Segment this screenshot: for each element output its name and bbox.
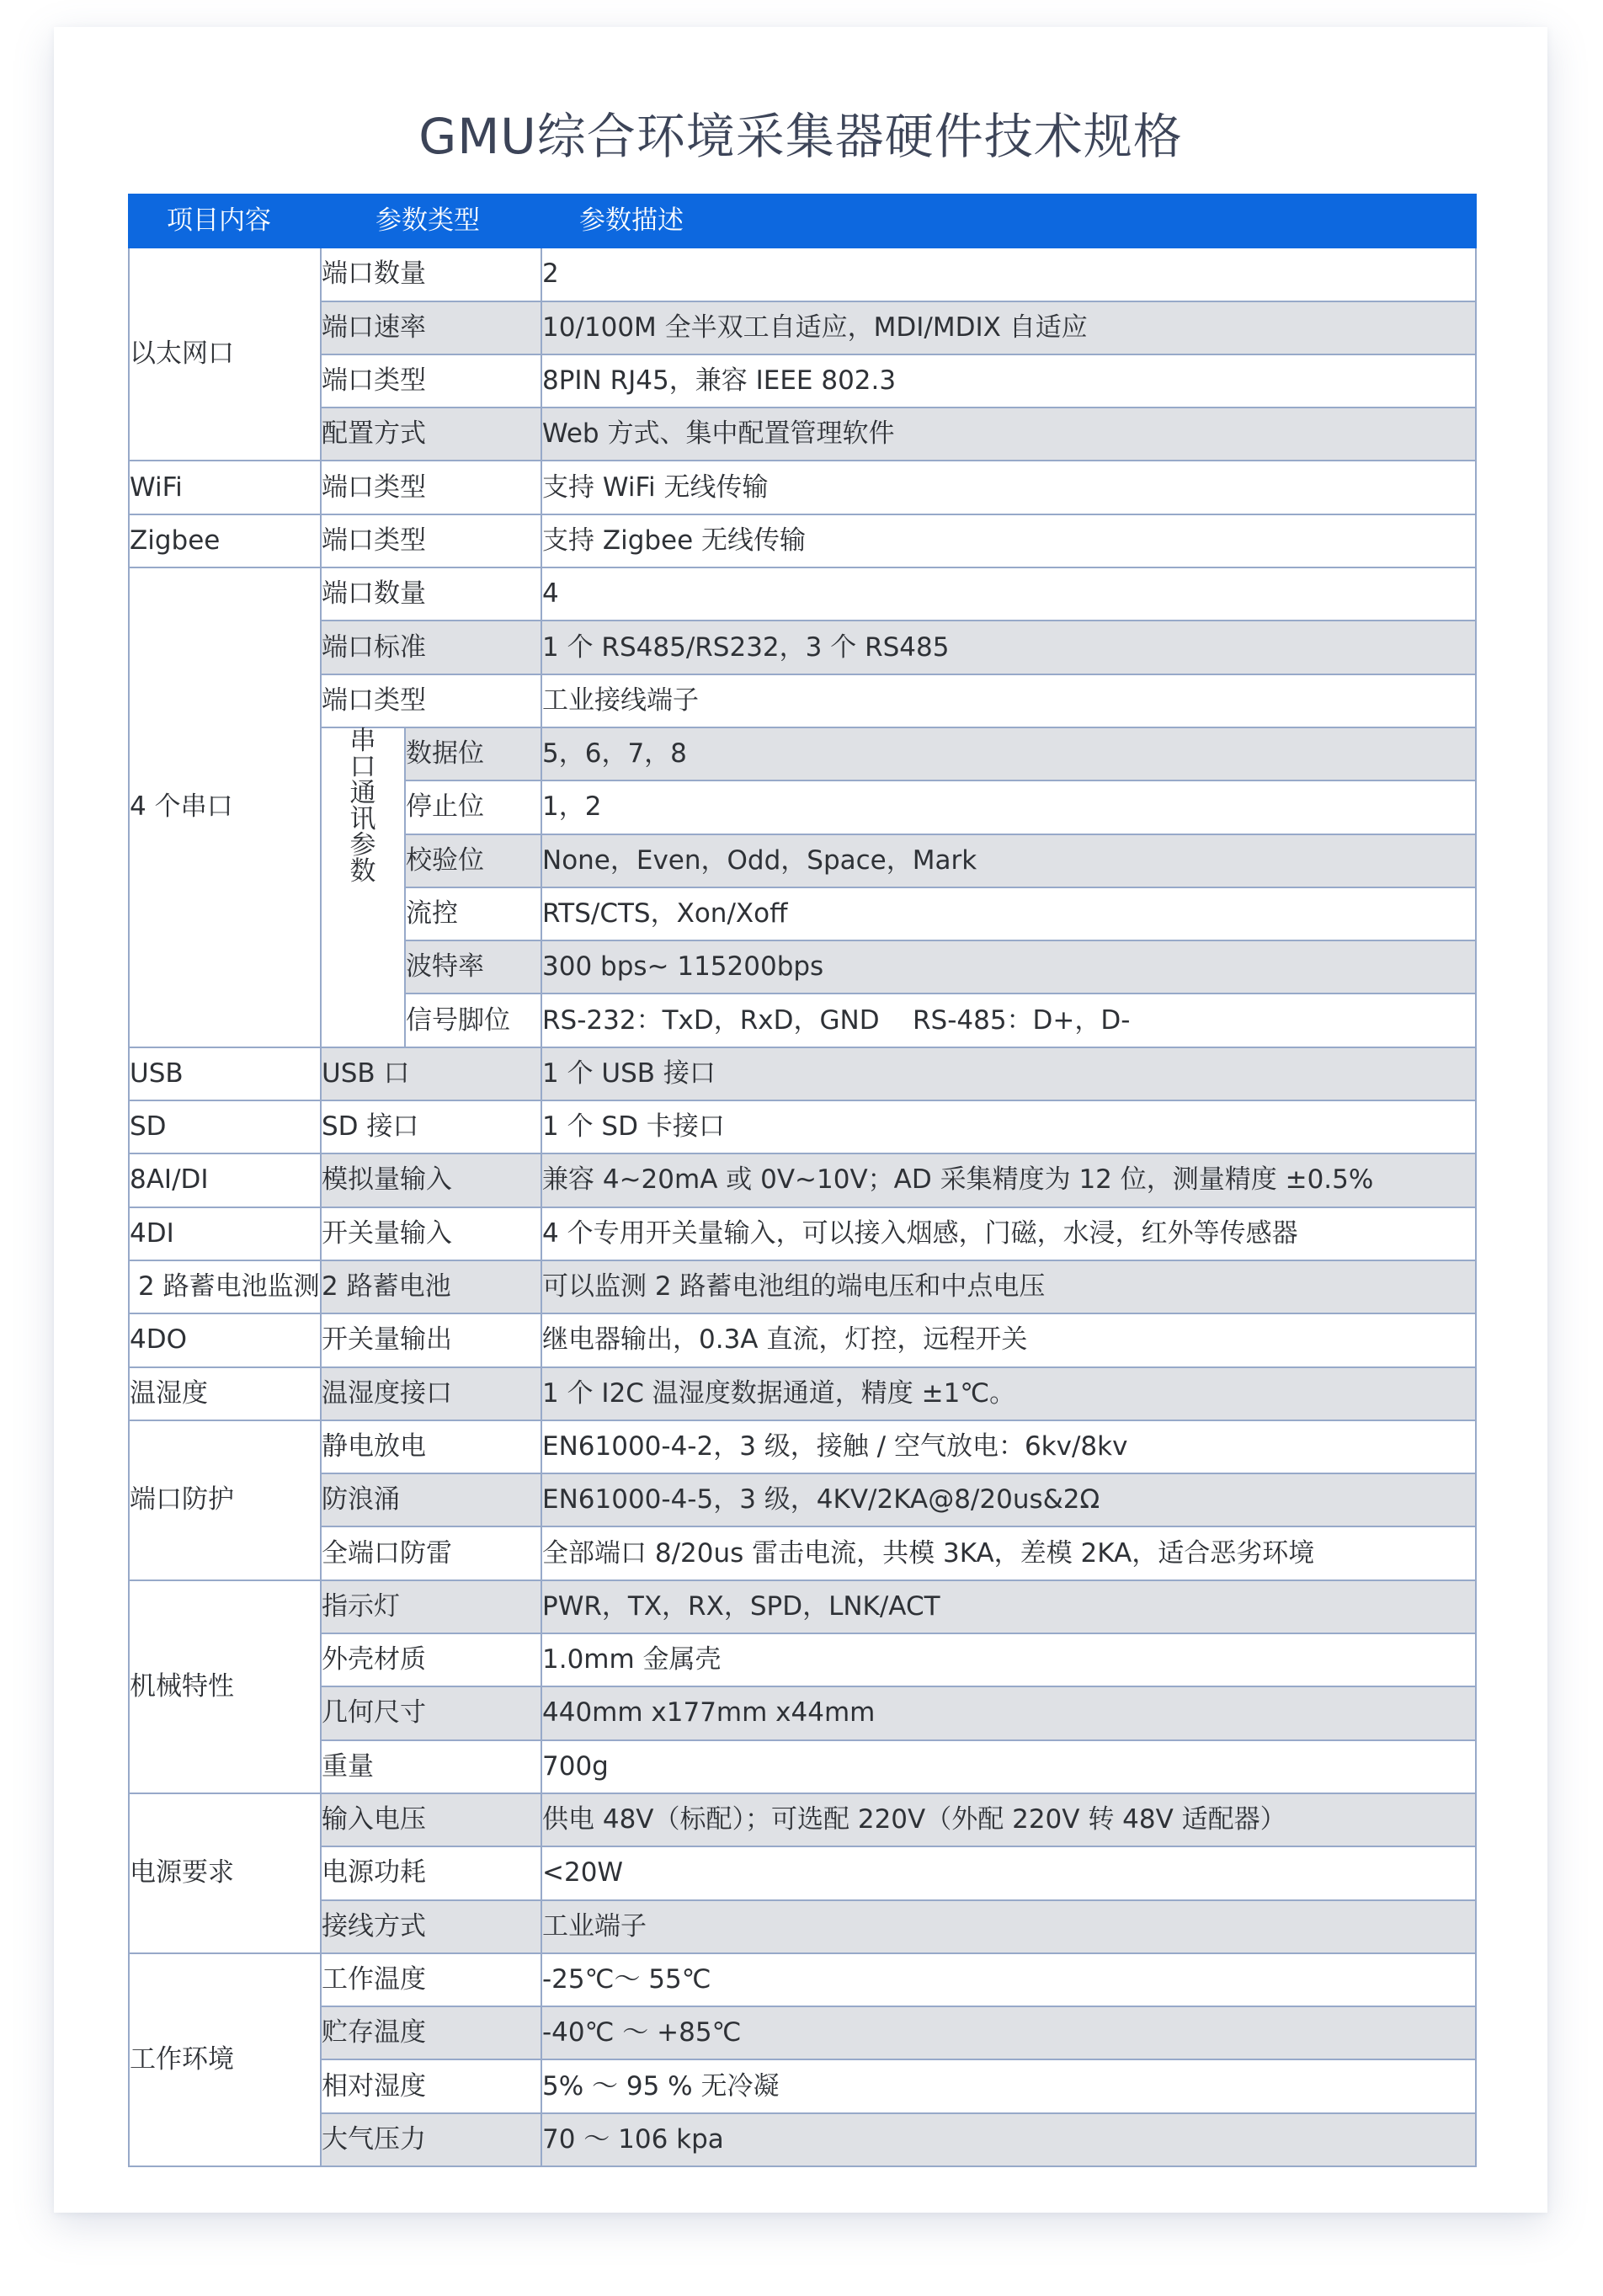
table-header-row — [129, 194, 1476, 248]
param-cell: 重量 — [321, 1740, 541, 1793]
param-cell: 端口类型 — [321, 514, 541, 567]
category-4di: 4DI — [129, 1207, 321, 1260]
page-title: GMU综合环境采集器硬件技术规格 — [418, 108, 1183, 165]
group-label-char: 通 — [349, 777, 376, 808]
group-label-char: 串 — [349, 725, 376, 756]
table-row — [129, 621, 1476, 674]
table-row — [129, 248, 1476, 301]
desc-cell: 1 个 USB 接口 — [541, 1047, 1476, 1100]
table-row — [129, 1633, 1476, 1686]
table-row — [129, 1153, 1476, 1207]
param-cell: 输入电压 — [321, 1793, 541, 1846]
table-row — [129, 1846, 1476, 1899]
table-row — [129, 1580, 1476, 1633]
desc-cell: 可以监测 2 路蓄电池组的端电压和中点电压 — [541, 1260, 1476, 1313]
group-label-char: 讯 — [349, 803, 376, 834]
table-row — [129, 1100, 1476, 1153]
category-serial: 4 个串口 — [129, 567, 321, 1047]
serial-params-group-label — [321, 727, 405, 1047]
param-cell: 工作温度 — [321, 1953, 541, 2006]
param-cell: 流控 — [405, 887, 541, 940]
header-item: 项目内容 — [129, 194, 321, 248]
table-row — [129, 301, 1476, 354]
table-row — [129, 1420, 1476, 1473]
desc-cell: 700g — [541, 1740, 1476, 1793]
param-cell: 校验位 — [405, 834, 541, 887]
category-4do: 4DO — [129, 1313, 321, 1366]
param-cell: 2 路蓄电池 — [321, 1260, 541, 1313]
table-row — [129, 408, 1476, 461]
param-cell: 防浪涌 — [321, 1473, 541, 1526]
category-power: 电源要求 — [129, 1793, 321, 1953]
category-8ai-di: 8AI/DI — [129, 1153, 321, 1207]
category-environment: 工作环境 — [129, 1953, 321, 2166]
param-cell: 端口数量 — [321, 248, 541, 301]
desc-cell: 工业端子 — [541, 1900, 1476, 1953]
param-cell: 电源功耗 — [321, 1846, 541, 1899]
desc-cell: 供电 48V（标配）；可选配 220V（外配 220V 转 48V 适配器） — [541, 1793, 1476, 1846]
category-ethernet: 以太网口 — [129, 248, 321, 461]
desc-cell: 1 个 SD 卡接口 — [541, 1100, 1476, 1153]
desc-cell: 兼容 4~20mA 或 0V~10V；AD 采集精度为 12 位，测量精度 ±0.5% — [541, 1153, 1476, 1207]
desc-cell: RS-232：TxD，RxD，GND RS-485：D+，D- — [541, 994, 1476, 1047]
desc-cell: None，Even，Odd，Space，Mark — [541, 834, 1476, 887]
table-row — [129, 1793, 1476, 1846]
param-cell: 几何尺寸 — [321, 1686, 541, 1739]
desc-cell: 1.0mm 金属壳 — [541, 1633, 1476, 1686]
desc-cell: -25℃～ 55℃ — [541, 1953, 1476, 2006]
desc-cell: 440mm x177mm x44mm — [541, 1686, 1476, 1739]
param-cell: 全端口防雷 — [321, 1526, 541, 1579]
param-cell: 端口类型 — [321, 354, 541, 408]
header-param-type: 参数类型 — [321, 194, 541, 248]
table-row — [129, 1313, 1476, 1366]
table-row — [129, 1526, 1476, 1579]
table-row — [129, 674, 1476, 727]
group-label-char: 数 — [349, 855, 376, 887]
param-cell: 接线方式 — [321, 1900, 541, 1953]
param-cell: 端口标准 — [321, 621, 541, 674]
desc-cell: <20W — [541, 1846, 1476, 1899]
desc-cell: 支持 Zigbee 无线传输 — [541, 514, 1476, 567]
desc-cell: 全部端口 8/20us 雷击电流，共模 3KA，差模 2KA，适合恶劣环境 — [541, 1526, 1476, 1579]
param-cell: 大气压力 — [321, 2113, 541, 2166]
table-row — [129, 1367, 1476, 1420]
table-row — [129, 461, 1476, 514]
table-row — [129, 514, 1476, 567]
table-row — [129, 2113, 1476, 2166]
desc-cell: 300 bps~ 115200bps — [541, 940, 1476, 994]
desc-cell: 1 个 I2C 温湿度数据通道，精度 ±1℃。 — [541, 1367, 1476, 1420]
category-temp-humidity: 温湿度 — [129, 1367, 321, 1420]
table-row — [129, 1473, 1476, 1526]
param-cell: SD 接口 — [321, 1100, 541, 1153]
param-cell: 端口类型 — [321, 461, 541, 514]
desc-cell: 8PIN RJ45，兼容 IEEE 802.3 — [541, 354, 1476, 408]
table-row — [129, 2059, 1476, 2112]
param-cell: 相对湿度 — [321, 2059, 541, 2112]
desc-cell: 5，6，7，8 — [541, 727, 1476, 780]
desc-cell: PWR，TX，RX，SPD，LNK/ACT — [541, 1580, 1476, 1633]
header-param-desc: 参数描述 — [541, 194, 1476, 248]
param-cell: USB 口 — [321, 1047, 541, 1100]
category-sd: SD — [129, 1100, 321, 1153]
param-cell: 波特率 — [405, 940, 541, 994]
desc-cell: 工业接线端子 — [541, 674, 1476, 727]
category-wifi: WiFi — [129, 461, 321, 514]
param-cell: 贮存温度 — [321, 2006, 541, 2059]
category-zigbee: Zigbee — [129, 514, 321, 567]
desc-cell: 1 个 RS485/RS232，3 个 RS485 — [541, 621, 1476, 674]
param-cell: 配置方式 — [321, 408, 541, 461]
desc-cell: 4 个专用开关量输入，可以接入烟感，门磁，水浸，红外等传感器 — [541, 1207, 1476, 1260]
param-cell: 指示灯 — [321, 1580, 541, 1633]
desc-cell: Web 方式、集中配置管理软件 — [541, 408, 1476, 461]
param-cell: 端口速率 — [321, 301, 541, 354]
table-row — [129, 354, 1476, 408]
spec-sheet-card — [54, 27, 1547, 2213]
param-cell: 开关量输出 — [321, 1313, 541, 1366]
desc-cell: 70 ～ 106 kpa — [541, 2113, 1476, 2166]
param-cell: 端口数量 — [321, 567, 541, 621]
table-row — [129, 567, 1476, 621]
desc-cell: 支持 WiFi 无线传输 — [541, 461, 1476, 514]
param-cell: 静电放电 — [321, 1420, 541, 1473]
table-row — [129, 727, 1476, 780]
spec-table — [128, 194, 1477, 2167]
desc-cell: EN61000-4-2，3 级，接触 / 空气放电：6kv/8kv — [541, 1420, 1476, 1473]
param-cell: 数据位 — [405, 727, 541, 780]
param-cell: 模拟量输入 — [321, 1153, 541, 1207]
table-row — [129, 1953, 1476, 2006]
param-cell: 温湿度接口 — [321, 1367, 541, 1420]
param-cell: 外壳材质 — [321, 1633, 541, 1686]
category-usb: USB — [129, 1047, 321, 1100]
desc-cell: 10/100M 全半双工自适应，MDI/MDIX 自适应 — [541, 301, 1476, 354]
desc-cell: EN61000-4-5，3 级，4KV/2KA@8/20us&2Ω — [541, 1473, 1476, 1526]
category-port-protection: 端口防护 — [129, 1420, 321, 1580]
param-cell: 端口类型 — [321, 674, 541, 727]
table-row — [129, 2006, 1476, 2059]
table-row — [129, 1207, 1476, 1260]
desc-cell: RTS/CTS，Xon/Xoff — [541, 887, 1476, 940]
group-label-char: 参 — [349, 829, 376, 860]
table-row — [129, 1686, 1476, 1739]
param-cell: 开关量输入 — [321, 1207, 541, 1260]
desc-cell: 5% ～ 95 % 无冷凝 — [541, 2059, 1476, 2112]
param-cell: 信号脚位 — [405, 994, 541, 1047]
table-row — [129, 1047, 1476, 1100]
desc-cell: 1，2 — [541, 780, 1476, 834]
desc-cell: 4 — [541, 567, 1476, 621]
desc-cell: -40℃ ～ +85℃ — [541, 2006, 1476, 2059]
table-row — [129, 1900, 1476, 1953]
table-row — [129, 1260, 1476, 1313]
desc-cell: 继电器输出，0.3A 直流，灯控，远程开关 — [541, 1313, 1476, 1366]
group-label-char: 口 — [349, 751, 376, 782]
desc-cell: 2 — [541, 248, 1476, 301]
table-row — [129, 1740, 1476, 1793]
category-battery-monitor: 2 路蓄电池监测 — [129, 1260, 321, 1313]
category-mechanical: 机械特性 — [129, 1580, 321, 1793]
param-cell: 停止位 — [405, 780, 541, 834]
